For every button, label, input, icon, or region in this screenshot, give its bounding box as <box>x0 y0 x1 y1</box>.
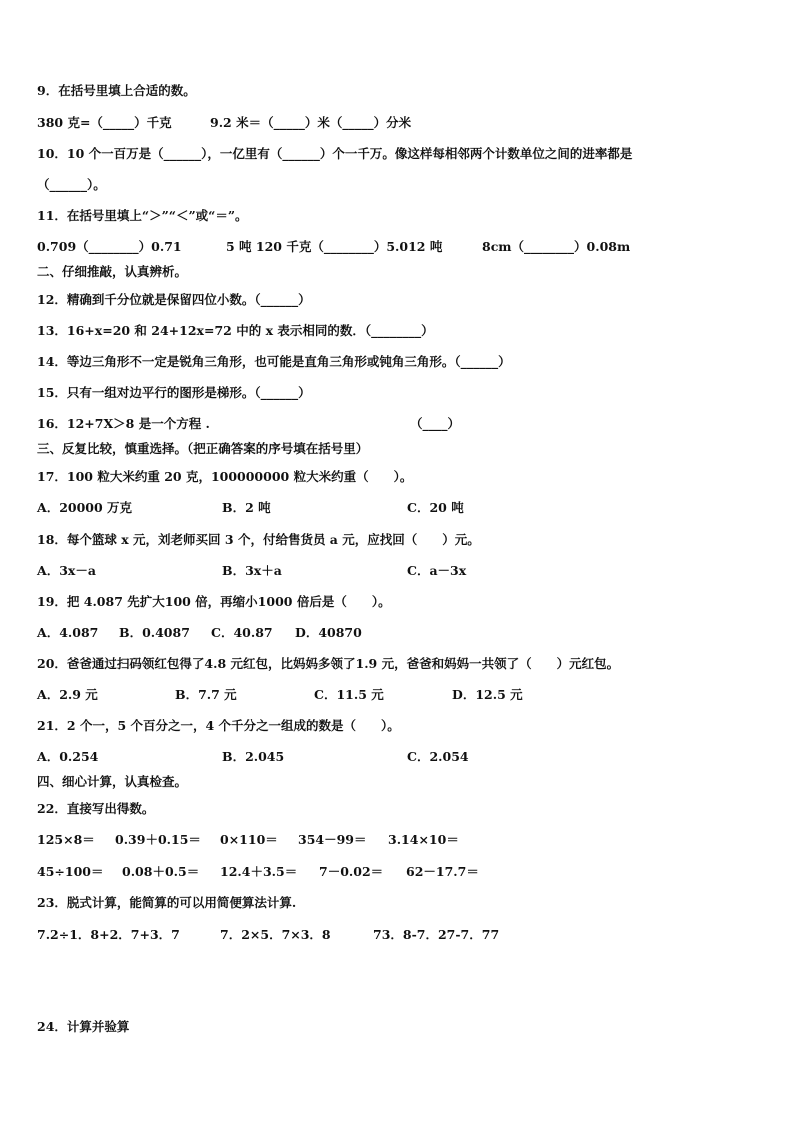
q18-stem: 18．每个篮球 x 元，刘老师买回 3 个，付给售货员 a 元，应找回（ ）元。 <box>37 532 480 547</box>
q9-item-1: 380 克=（_____）千克 <box>37 115 172 130</box>
q22-expr: 3.14×10＝ <box>388 832 459 847</box>
q19-option-d: D．40870 <box>295 625 362 640</box>
q12: 12．精确到千分位就是保留四位小数。（______） <box>37 292 311 307</box>
q21-option-a: A．0.254 <box>37 749 99 764</box>
q13: 13．16+x=20 和 24+12x=72 中的 x 表示相同的数．（________） <box>37 323 434 338</box>
q19-option-c: C．40.87 <box>211 625 273 640</box>
q22-title: 22．直接写出得数。 <box>37 801 155 816</box>
q19-option-a: A．4.087 <box>37 625 99 640</box>
q17-stem: 17．100 粒大米约重 20 克，100000000 粒大米约重（ ）。 <box>37 469 413 484</box>
q20-stem: 20．爸爸通过扫码领红包得了4.8 元红包，比妈妈多领了1.9 元，爸爸和妈妈一共领了（ ）元红包。 <box>37 656 620 671</box>
q20-option-b: B．7.7 元 <box>175 687 237 702</box>
q11-item-1: 0.709（________）0.71 <box>37 239 182 254</box>
q11-item-2: 5 吨 120 千克（________）5.012 吨 <box>226 239 443 254</box>
q20-option-c: C．11.5 元 <box>314 687 384 702</box>
q11-title: 11．在括号里填上“＞”“＜”或“＝”。 <box>37 208 248 223</box>
q19-option-b: B．0.4087 <box>119 625 190 640</box>
q22-expr: 62－17.7＝ <box>406 864 479 879</box>
q11-item-3: 8cm（________）0.08m <box>482 239 631 254</box>
q21-option-b: B．2.045 <box>222 749 285 764</box>
q17-option-a: A．20000 万克 <box>37 500 133 515</box>
q15: 15．只有一组对边平行的图形是梯形。（______） <box>37 385 311 400</box>
q16-blank: （____） <box>410 416 461 431</box>
q20-option-d: D．12.5 元 <box>452 687 523 702</box>
q10-line1: 10．10 个一百万是（______），一亿里有（______）个一千万。像这样每相邻两个计数单位之间的进率都是 <box>37 146 633 161</box>
q18-option-c: C．a－3x <box>407 563 467 578</box>
q21-option-c: C．2.054 <box>407 749 469 764</box>
q23-row <box>37 927 500 991</box>
q22-expr: 12.4＋3.5＝ <box>220 864 298 879</box>
q9-item-2: 9.2 米＝（_____）米（_____）分米 <box>210 115 412 130</box>
section2-heading: 二、仔细推敲，认真辨析。 <box>37 264 188 279</box>
q14: 14．等边三角形不一定是锐角三角形，也可能是直角三角形或钝角三角形。（______） <box>37 354 511 369</box>
q22-expr: 0×110＝ <box>220 832 278 847</box>
q21-stem: 21．2 个一，5 个百分之一，4 个千分之一组成的数是（ ）。 <box>37 718 400 733</box>
q20-option-a: A．2.9 元 <box>37 687 98 702</box>
q23-expr: 7.2÷1．8+2．7+3．7 <box>37 927 180 942</box>
q18-option-b: B．3x＋a <box>222 563 282 578</box>
q17-option-c: C．20 吨 <box>407 500 464 515</box>
q23-expr: 73．8-7．27-7．77 <box>373 927 500 942</box>
q23-expr: 7．2×5．7×3．8 <box>220 927 331 942</box>
q18-option-a: A．3x－a <box>37 563 96 578</box>
q16-text: 16．12+7X＞8 是一个方程 . <box>37 416 210 431</box>
q22-expr: 0.39＋0.15＝ <box>115 832 201 847</box>
q9-title: 9．在括号里填上合适的数。 <box>37 83 196 98</box>
q22-expr: 354－99＝ <box>298 832 367 847</box>
q17-option-b: B．2 吨 <box>222 500 271 515</box>
q22-expr: 0.08＋0.5＝ <box>122 864 200 879</box>
q10-line2: （______）。 <box>37 177 106 192</box>
q22-expr: 125×8＝ <box>37 832 95 847</box>
q24-title: 24．计算并验算 <box>37 1019 130 1034</box>
section3-heading: 三、反复比较，慎重选择。（把正确答案的序号填在括号里） <box>37 441 369 456</box>
section4-heading: 四、细心计算，认真检查。 <box>37 774 188 789</box>
q22-expr: 45÷100＝ <box>37 864 104 879</box>
q23-title: 23．脱式计算，能简算的可以用简便算法计算. <box>37 895 297 910</box>
q19-stem: 19．把 4.087 先扩大100 倍，再缩小1000 倍后是（ ）。 <box>37 594 391 609</box>
q22-expr: 7－0.02＝ <box>319 864 384 879</box>
